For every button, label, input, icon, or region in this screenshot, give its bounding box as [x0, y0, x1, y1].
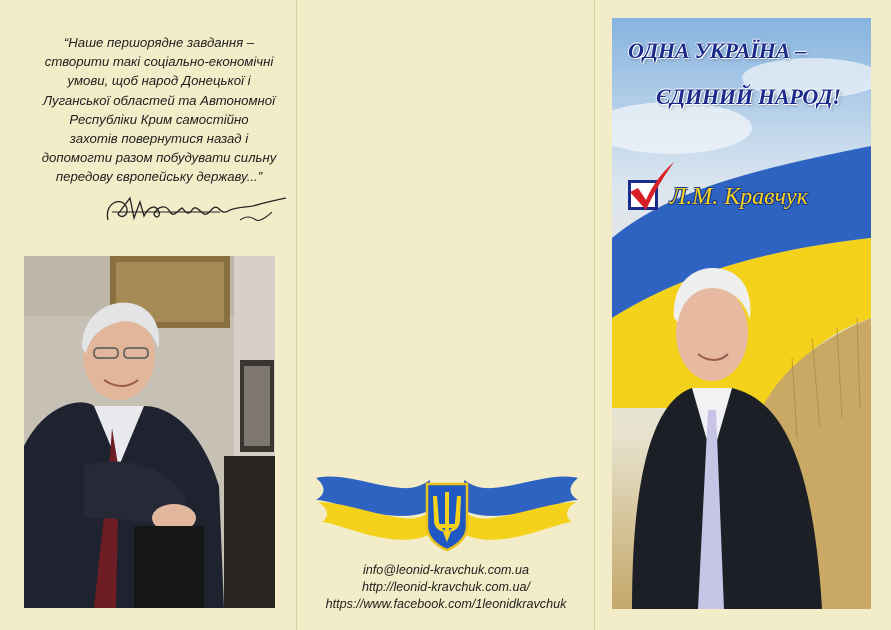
fold-line-left [296, 0, 297, 630]
contacts-block [298, 562, 594, 613]
quote-line: захотів повернутися назад і [69, 131, 249, 147]
quote-line: “Наше першорядне завдання – [63, 35, 255, 50]
red-checkmark-icon [624, 158, 676, 214]
quote-line: допомогти разом побудувати сильну [41, 150, 277, 166]
quote-line: Луганської областей та Автономної [42, 92, 276, 108]
slogan-line-1: ОДНА УКРАЇНА – [628, 38, 807, 63]
quote-line: Республіки Крим самостійно [69, 111, 249, 127]
fold-line-right [594, 0, 595, 630]
quote-line: умови, щоб народ Донецької і [67, 73, 251, 89]
portrait-photo-seated [24, 256, 275, 608]
cover-panel [612, 18, 871, 609]
slogan-line-2: ЄДИНИЙ НАРОД! [656, 84, 841, 109]
email-link[interactable]: info@leonid-kravchuk.com.ua [362, 563, 530, 577]
quote-line: створити такі соціально-економічні [44, 54, 274, 70]
trident-coat-of-arms-icon [312, 470, 582, 552]
website-link[interactable]: http://leonid-kravchuk.com.ua/ [362, 580, 530, 594]
candidate-name: Л.М. Кравчук [670, 184, 808, 210]
handwritten-signature [100, 190, 290, 228]
quote-block [28, 33, 290, 187]
facebook-link[interactable]: https://www.facebook.com/1leonidkravchuk [325, 597, 567, 611]
quote-line: передову європейську державу...” [55, 169, 263, 185]
